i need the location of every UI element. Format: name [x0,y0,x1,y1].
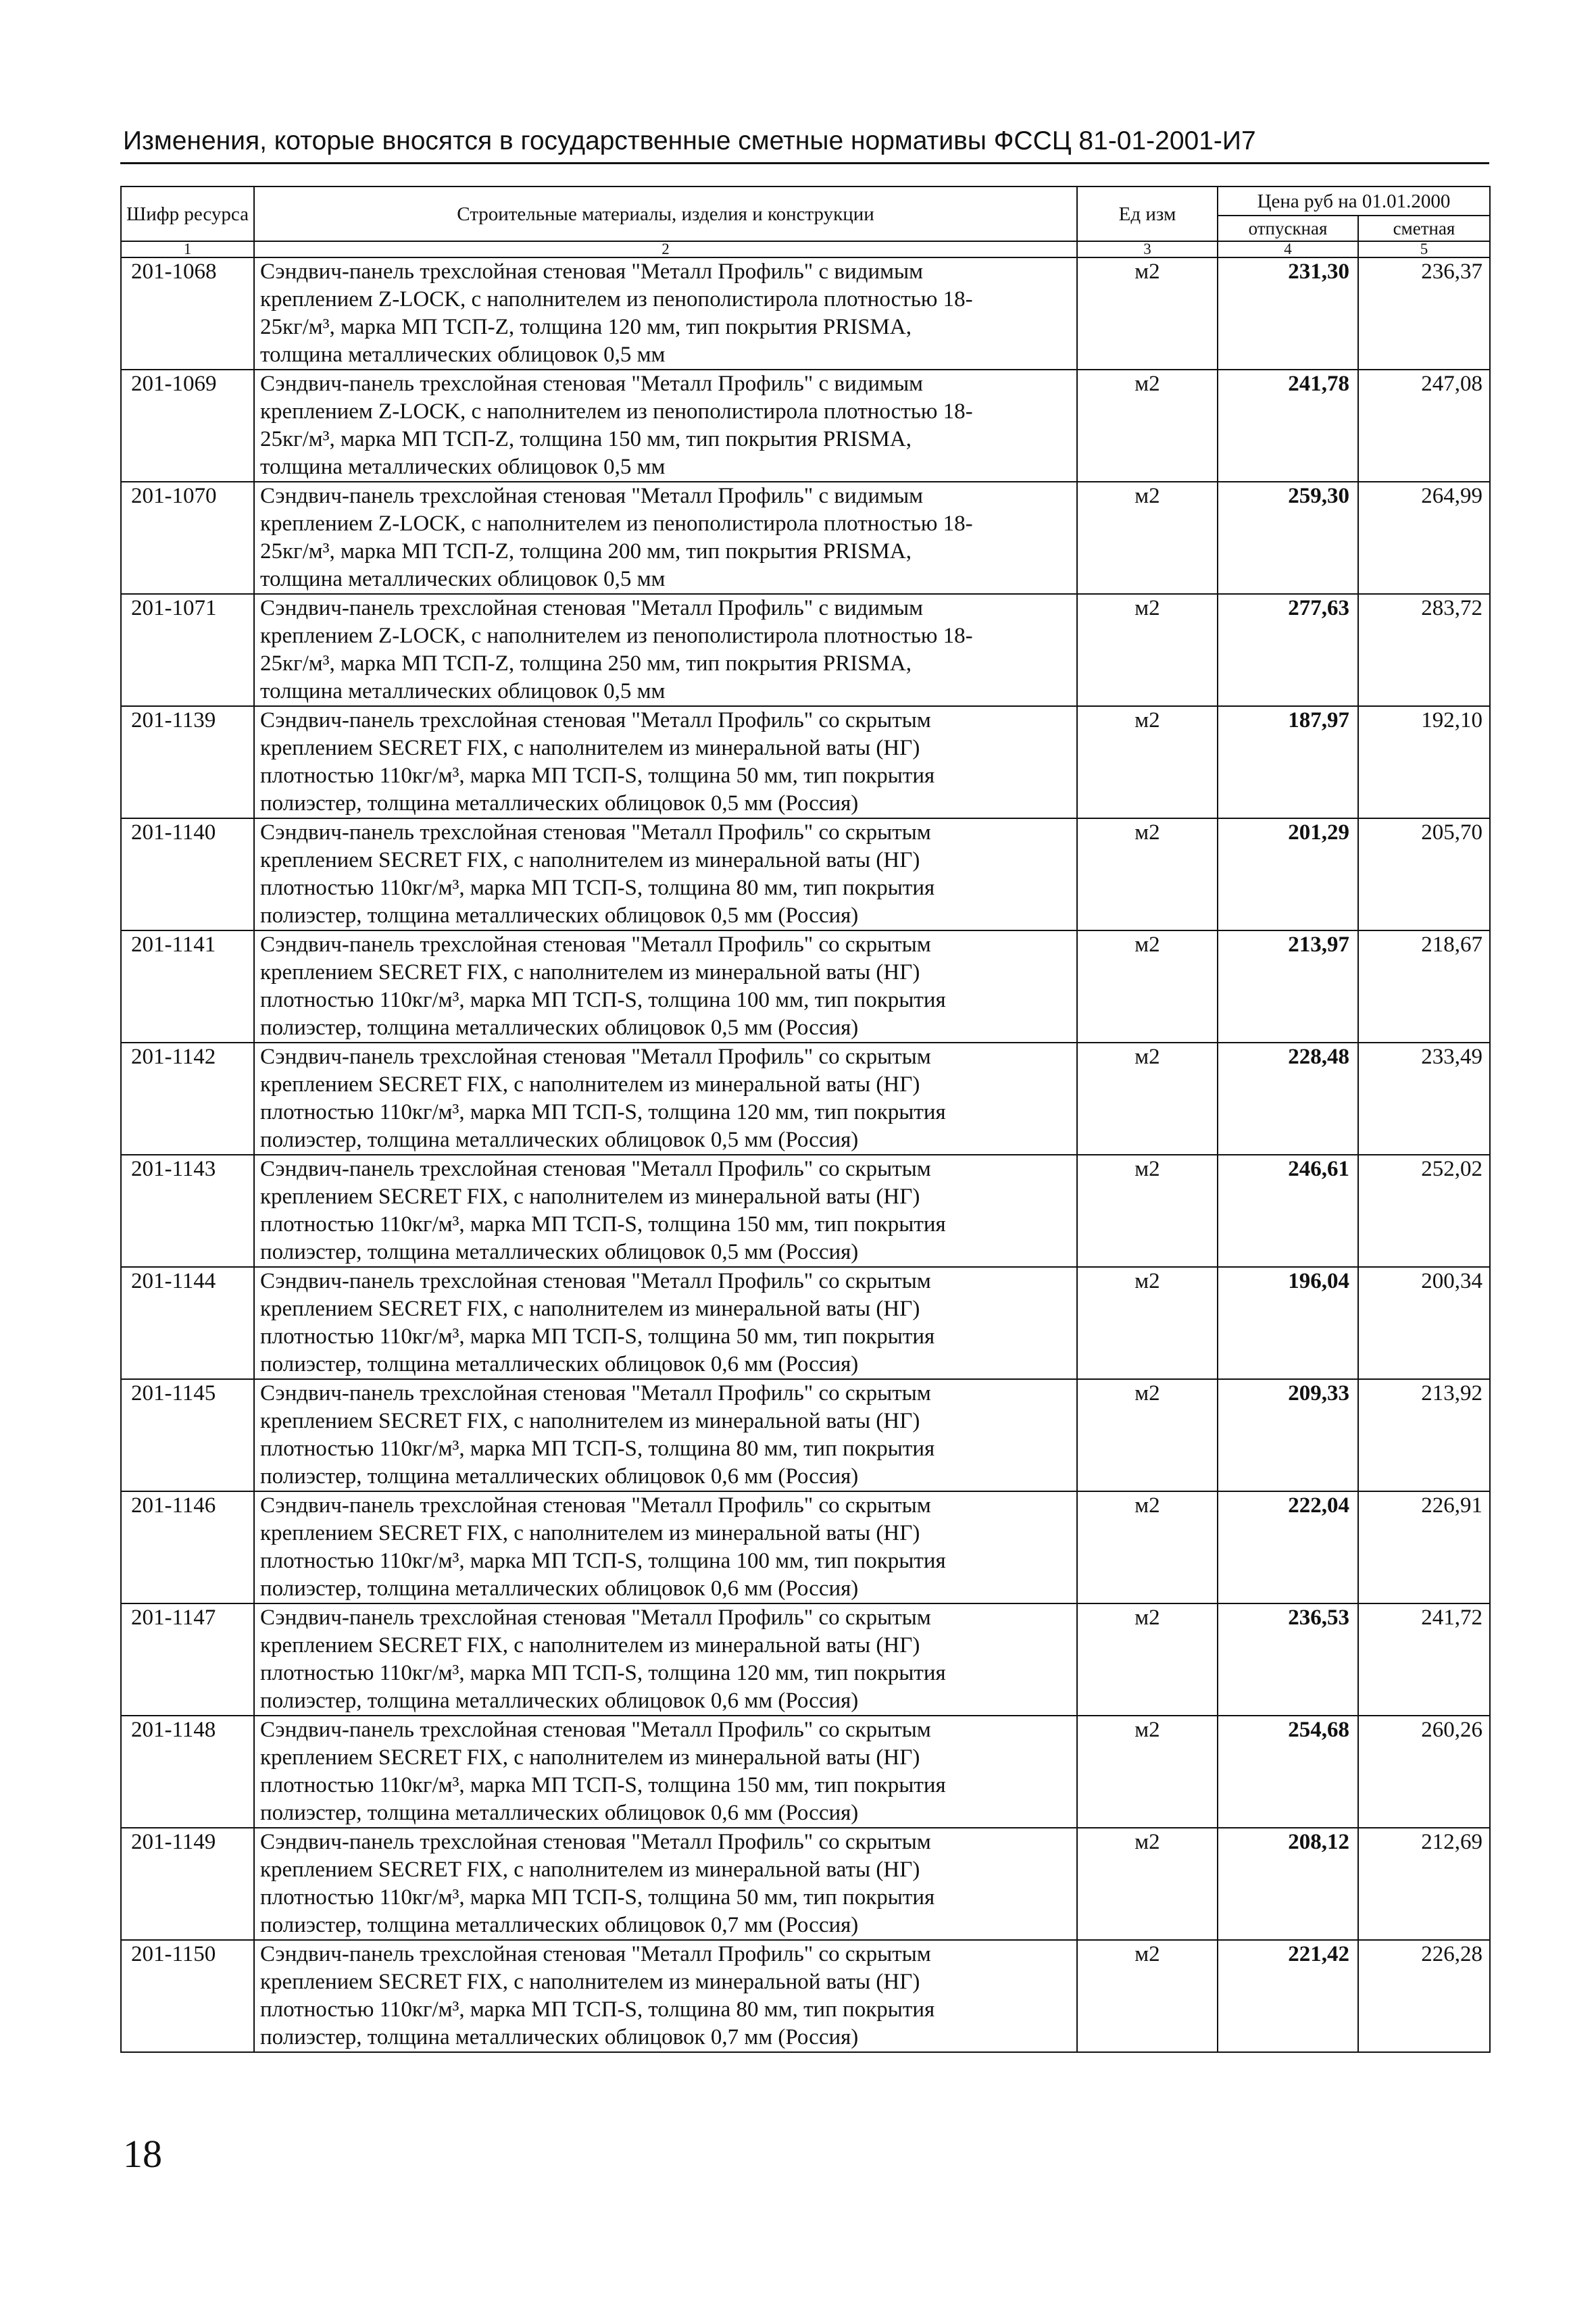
description-line: полиэстер, толщина металлических облицовок 0,7 мм (Россия) [260,1913,859,1937]
material-description [254,818,1077,930]
price-release: 213,97 [1218,930,1358,1043]
price-estimate: 200,34 [1358,1267,1490,1379]
column-header-price-group: Цена руб на 01.01.2000 [1218,186,1490,216]
description-line: плотностью 110кг/м³, марка МП ТСП-S, толщина 80 мм, тип покрытия [260,876,935,900]
unit-of-measure: м2 [1077,1155,1218,1267]
price-estimate: 226,91 [1358,1491,1490,1603]
description-line: 25кг/м³, марка МП ТСП-Z, толщина 250 мм, тип покрытия PRISMA, [260,651,912,676]
unit-of-measure: м2 [1077,1603,1218,1716]
table-row [121,1267,1490,1379]
column-number: 1 [121,241,254,257]
description-line: полиэстер, толщина металлических облицовок 0,5 мм (Россия) [260,1240,859,1264]
column-header-name: Строительные материалы, изделия и конструкции [254,186,1077,241]
price-estimate: 226,28 [1358,1940,1490,2052]
resource-code: 201-1145 [121,1379,254,1491]
material-description [254,1043,1077,1155]
description-line: Сэндвич-панель трехслойная стеновая "Металл Профиль" с видимым [260,484,924,508]
description-line: толщина металлических облицовок 0,5 мм [260,455,666,479]
column-number: 3 [1077,241,1218,257]
table-row [121,1491,1490,1603]
description-line: креплением SECRET FIX, с наполнителем из минеральной ваты (НГ) [260,1072,920,1097]
description-line: 25кг/м³, марка МП ТСП-Z, толщина 200 мм, тип покрытия PRISMA, [260,539,912,564]
price-release: 208,12 [1218,1828,1358,1940]
description-line: креплением SECRET FIX, с наполнителем из минеральной ваты (НГ) [260,1858,920,1882]
price-estimate: 260,26 [1358,1716,1490,1828]
unit-of-measure: м2 [1077,706,1218,818]
description-line: полиэстер, толщина металлических облицовок 0,6 мм (Россия) [260,1464,859,1489]
material-description [254,1940,1077,2052]
description-line: креплением Z-LOCK, с наполнителем из пенополистирола плотностью 18- [260,287,973,312]
price-estimate: 236,37 [1358,257,1490,370]
column-number: 5 [1358,241,1490,257]
unit-of-measure: м2 [1077,1940,1218,2052]
resource-code: 201-1150 [121,1940,254,2052]
price-estimate: 233,49 [1358,1043,1490,1155]
description-line: Сэндвич-панель трехслойная стеновая "Металл Профиль" со скрытым [260,932,931,957]
material-description [254,594,1077,706]
description-line: плотностью 110кг/м³, марка МП ТСП-S, толщина 100 мм, тип покрытия [260,988,946,1012]
description-line: плотностью 110кг/м³, марка МП ТСП-S, толщина 50 мм, тип покрытия [260,764,935,788]
description-line: полиэстер, толщина металлических облицовок 0,6 мм (Россия) [260,1352,859,1376]
description-line: плотностью 110кг/м³, марка МП ТСП-S, толщина 100 мм, тип покрытия [260,1549,946,1573]
description-line: Сэндвич-панель трехслойная стеновая "Металл Профиль" со скрытым [260,1718,931,1742]
column-header-code: Шифр ресурса [121,186,254,241]
description-line: креплением Z-LOCK, с наполнителем из пенополистирола плотностью 18- [260,399,973,424]
unit-of-measure: м2 [1077,1043,1218,1155]
page-number: 18 [123,2132,162,2176]
unit-of-measure: м2 [1077,818,1218,930]
header-rule [120,162,1489,164]
description-line: 25кг/м³, марка МП ТСП-Z, толщина 150 мм, тип покрытия PRISMA, [260,427,912,451]
price-release: 196,04 [1218,1267,1358,1379]
price-estimate: 218,67 [1358,930,1490,1043]
table-row [121,818,1490,930]
description-line: Сэндвич-панель трехслойная стеновая "Металл Профиль" со скрытым [260,1830,931,1854]
description-line: толщина металлических облицовок 0,5 мм [260,679,666,703]
page-title: Изменения, которые вносятся в государственные сметные нормативы ФССЦ 81-01-2001-И7 [123,126,1256,155]
description-line: Сэндвич-панель трехслойная стеновая "Металл Профиль" со скрытым [260,820,931,845]
table-row [121,1940,1490,2052]
unit-of-measure: м2 [1077,257,1218,370]
description-line: креплением SECRET FIX, с наполнителем из минеральной ваты (НГ) [260,1970,920,1994]
unit-of-measure: м2 [1077,1828,1218,1940]
description-line: креплением SECRET FIX, с наполнителем из минеральной ваты (НГ) [260,1745,920,1770]
description-line: плотностью 110кг/м³, марка МП ТСП-S, толщина 120 мм, тип покрытия [260,1661,946,1685]
resource-code: 201-1148 [121,1716,254,1828]
resource-code: 201-1143 [121,1155,254,1267]
price-release: 201,29 [1218,818,1358,930]
column-header-unit: Ед изм [1077,186,1218,241]
material-description [254,1155,1077,1267]
description-line: плотностью 110кг/м³, марка МП ТСП-S, толщина 150 мм, тип покрытия [260,1212,946,1237]
description-line: креплением Z-LOCK, с наполнителем из пенополистирола плотностью 18- [260,512,973,536]
description-line: Сэндвич-панель трехслойная стеновая "Металл Профиль" со скрытым [260,1605,931,1630]
price-release: 222,04 [1218,1491,1358,1603]
description-line: плотностью 110кг/м³, марка МП ТСП-S, толщина 120 мм, тип покрытия [260,1100,946,1124]
description-line: креплением SECRET FIX, с наполнителем из минеральной ваты (НГ) [260,1297,920,1321]
table-row [121,1379,1490,1491]
price-release: 277,63 [1218,594,1358,706]
description-line: полиэстер, толщина металлических облицовок 0,5 мм (Россия) [260,1128,859,1152]
description-line: креплением Z-LOCK, с наполнителем из пенополистирола плотностью 18- [260,624,973,648]
price-release: 259,30 [1218,482,1358,594]
description-line: Сэндвич-панель трехслойная стеновая "Металл Профиль" со скрытым [260,708,931,732]
price-release: 231,30 [1218,257,1358,370]
price-release: 228,48 [1218,1043,1358,1155]
description-line: плотностью 110кг/м³, марка МП ТСП-S, толщина 50 мм, тип покрытия [260,1885,935,1910]
description-line: креплением SECRET FIX, с наполнителем из минеральной ваты (НГ) [260,960,920,985]
price-estimate: 264,99 [1358,482,1490,594]
description-line: креплением SECRET FIX, с наполнителем из минеральной ваты (НГ) [260,1185,920,1209]
table-row [121,1043,1490,1155]
column-header-price-release: отпускная [1218,216,1358,241]
unit-of-measure: м2 [1077,930,1218,1043]
material-description [254,1603,1077,1716]
table-row [121,594,1490,706]
description-line: креплением SECRET FIX, с наполнителем из минеральной ваты (НГ) [260,736,920,760]
unit-of-measure: м2 [1077,482,1218,594]
table-row [121,930,1490,1043]
description-line: Сэндвич-панель трехслойная стеновая "Металл Профиль" со скрытым [260,1381,931,1405]
price-release: 246,61 [1218,1155,1358,1267]
description-line: полиэстер, толщина металлических облицовок 0,5 мм (Россия) [260,903,859,928]
table-row [121,370,1490,482]
description-line: полиэстер, толщина металлических облицовок 0,6 мм (Россия) [260,1801,859,1825]
description-line: полиэстер, толщина металлических облицовок 0,5 мм (Россия) [260,1016,859,1040]
description-line: креплением SECRET FIX, с наполнителем из минеральной ваты (НГ) [260,1633,920,1658]
description-line: плотностью 110кг/м³, марка МП ТСП-S, толщина 50 мм, тип покрытия [260,1324,935,1349]
resource-code: 201-1147 [121,1603,254,1716]
material-description [254,706,1077,818]
price-release: 236,53 [1218,1603,1358,1716]
description-line: креплением SECRET FIX, с наполнителем из минеральной ваты (НГ) [260,1521,920,1545]
price-estimate: 192,10 [1358,706,1490,818]
material-description [254,257,1077,370]
resource-code: 201-1070 [121,482,254,594]
material-description [254,1716,1077,1828]
unit-of-measure: м2 [1077,594,1218,706]
table-row [121,1716,1490,1828]
material-description [254,370,1077,482]
description-line: Сэндвич-панель трехслойная стеновая "Металл Профиль" со скрытым [260,1045,931,1069]
description-line: креплением SECRET FIX, с наполнителем из минеральной ваты (НГ) [260,848,920,872]
column-number-row [121,241,1490,257]
material-description [254,1491,1077,1603]
resource-code: 201-1149 [121,1828,254,1940]
description-line: плотностью 110кг/м³, марка МП ТСП-S, толщина 80 мм, тип покрытия [260,1437,935,1461]
resource-code: 201-1069 [121,370,254,482]
description-line: Сэндвич-панель трехслойная стеновая "Металл Профиль" с видимым [260,259,924,284]
description-line: полиэстер, толщина металлических облицовок 0,6 мм (Россия) [260,1689,859,1713]
price-release: 241,78 [1218,370,1358,482]
column-number: 2 [254,241,1077,257]
description-line: Сэндвич-панель трехслойная стеновая "Металл Профиль" со скрытым [260,1493,931,1518]
resource-code: 201-1140 [121,818,254,930]
material-description [254,1267,1077,1379]
material-description [254,482,1077,594]
price-release: 254,68 [1218,1716,1358,1828]
price-estimate: 247,08 [1358,370,1490,482]
price-estimate: 283,72 [1358,594,1490,706]
description-line: полиэстер, толщина металлических облицовок 0,6 мм (Россия) [260,1576,859,1601]
price-release: 221,42 [1218,1940,1358,2052]
table-row [121,257,1490,370]
unit-of-measure: м2 [1077,1379,1218,1491]
description-line: полиэстер, толщина металлических облицовок 0,7 мм (Россия) [260,2025,859,2049]
resource-price-table [120,186,1491,2053]
table-row [121,1828,1490,1940]
table-row [121,482,1490,594]
description-line: полиэстер, толщина металлических облицовок 0,5 мм (Россия) [260,791,859,816]
column-header-price-estimate: сметная [1358,216,1490,241]
description-line: плотностью 110кг/м³, марка МП ТСП-S, толщина 150 мм, тип покрытия [260,1773,946,1797]
price-estimate: 213,92 [1358,1379,1490,1491]
material-description [254,1379,1077,1491]
resource-code: 201-1141 [121,930,254,1043]
resource-code: 201-1068 [121,257,254,370]
price-estimate: 241,72 [1358,1603,1490,1716]
table-body [121,257,1490,2052]
description-line: плотностью 110кг/м³, марка МП ТСП-S, толщина 80 мм, тип покрытия [260,1997,935,2022]
table-row [121,1155,1490,1267]
unit-of-measure: м2 [1077,370,1218,482]
column-number: 4 [1218,241,1358,257]
description-line: 25кг/м³, марка МП ТСП-Z, толщина 120 мм, тип покрытия PRISMA, [260,315,912,339]
table-row [121,706,1490,818]
description-line: Сэндвич-панель трехслойная стеновая "Металл Профиль" с видимым [260,596,924,620]
unit-of-measure: м2 [1077,1267,1218,1379]
material-description [254,930,1077,1043]
description-line: креплением SECRET FIX, с наполнителем из минеральной ваты (НГ) [260,1409,920,1433]
resource-code: 201-1071 [121,594,254,706]
unit-of-measure: м2 [1077,1491,1218,1603]
resource-code: 201-1146 [121,1491,254,1603]
resource-code: 201-1139 [121,706,254,818]
price-release: 209,33 [1218,1379,1358,1491]
description-line: Сэндвич-панель трехслойная стеновая "Металл Профиль" со скрытым [260,1942,931,1966]
price-release: 187,97 [1218,706,1358,818]
unit-of-measure: м2 [1077,1716,1218,1828]
description-line: Сэндвич-панель трехслойная стеновая "Металл Профиль" со скрытым [260,1157,931,1181]
price-estimate: 212,69 [1358,1828,1490,1940]
price-estimate: 205,70 [1358,818,1490,930]
description-line: Сэндвич-панель трехслойная стеновая "Металл Профиль" с видимым [260,372,924,396]
price-estimate: 252,02 [1358,1155,1490,1267]
description-line: Сэндвич-панель трехслойная стеновая "Металл Профиль" со скрытым [260,1269,931,1293]
resource-code: 201-1142 [121,1043,254,1155]
material-description [254,1828,1077,1940]
description-line: толщина металлических облицовок 0,5 мм [260,567,666,591]
resource-code: 201-1144 [121,1267,254,1379]
description-line: толщина металлических облицовок 0,5 мм [260,343,666,367]
table-row [121,1603,1490,1716]
